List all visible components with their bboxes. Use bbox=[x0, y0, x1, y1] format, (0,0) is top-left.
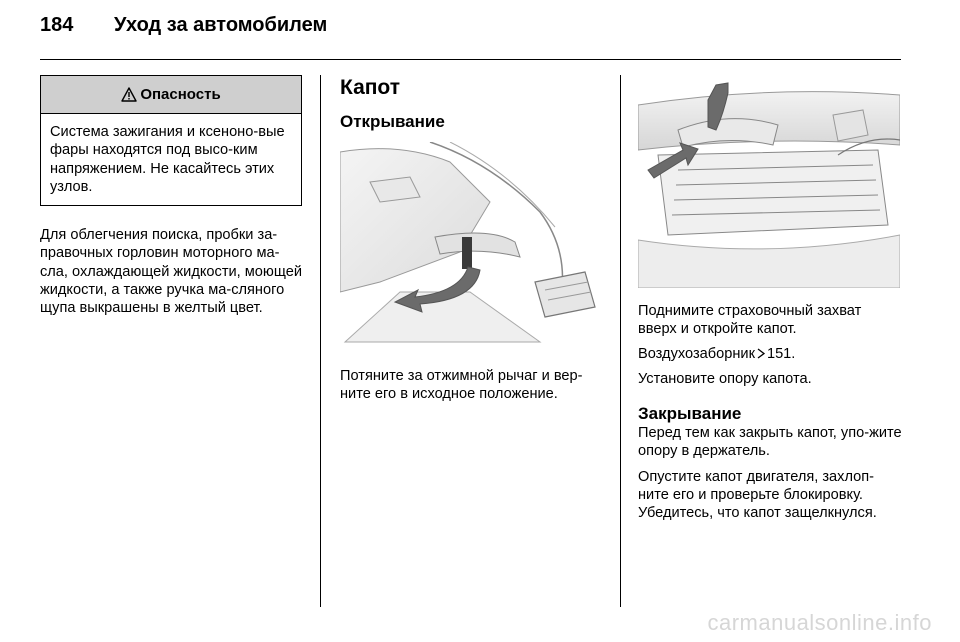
yellow-caps-paragraph: Для облегчения поиска, пробки за-правочных горловин моторного ма-сла, охлаждающей жидкости, моющей жидкости, а также ручка ма-сляного щупа выкрашены в желтый цвет. bbox=[40, 227, 302, 317]
column-divider-1 bbox=[320, 75, 321, 607]
header-rule bbox=[40, 59, 901, 60]
section-title: Уход за автомобилем bbox=[114, 14, 328, 36]
opening-subheading: Открывание bbox=[340, 112, 445, 131]
warning-triangle-icon bbox=[121, 87, 137, 102]
lever-caption: Потяните за отжимной рычаг и вер-ните его в исходное положение. bbox=[340, 368, 583, 403]
column-2 bbox=[340, 75, 602, 404]
air-intake-paragraph bbox=[638, 345, 903, 363]
page-number: 184 bbox=[40, 14, 74, 36]
warning-title: Опасность bbox=[140, 86, 221, 103]
hood-safety-catch-illustration bbox=[638, 75, 900, 288]
warning-text: Система зажигания и ксеноно-вые фары находятся под высо-ким напряжением. Не касайтесь этих узлов. bbox=[50, 124, 285, 195]
lower-hood-paragraph: Опустите капот двигателя, захлоп-ните его и проверьте блокировку. bbox=[638, 468, 875, 504]
closing-subheading: Закрывание bbox=[638, 404, 742, 424]
danger-warning-box bbox=[40, 75, 302, 206]
air-intake-page-ref[interactable]: 151. bbox=[766, 345, 796, 362]
hood-heading: Капот bbox=[340, 76, 401, 99]
column-divider-2 bbox=[620, 75, 621, 607]
air-intake-label: Воздухозаборник bbox=[638, 345, 755, 362]
column-1 bbox=[40, 75, 302, 318]
warning-header bbox=[41, 76, 301, 114]
page-header bbox=[40, 14, 327, 44]
install-support-paragraph: Установите опору капота. bbox=[638, 370, 812, 387]
raise-catch-paragraph: Поднимите страховочный захват вверх и откройте капот. bbox=[638, 303, 862, 338]
stow-support-paragraph: Перед тем как закрыть капот, упо-жите опору в держатель. bbox=[638, 425, 902, 460]
column-3 bbox=[638, 75, 903, 523]
check-latch-paragraph: Убедитесь, что капот защелкнулся. bbox=[638, 505, 877, 522]
watermark: carmanualsonline.info bbox=[707, 610, 932, 635]
page-reference-icon bbox=[757, 348, 765, 359]
hood-release-lever-illustration bbox=[340, 142, 602, 355]
